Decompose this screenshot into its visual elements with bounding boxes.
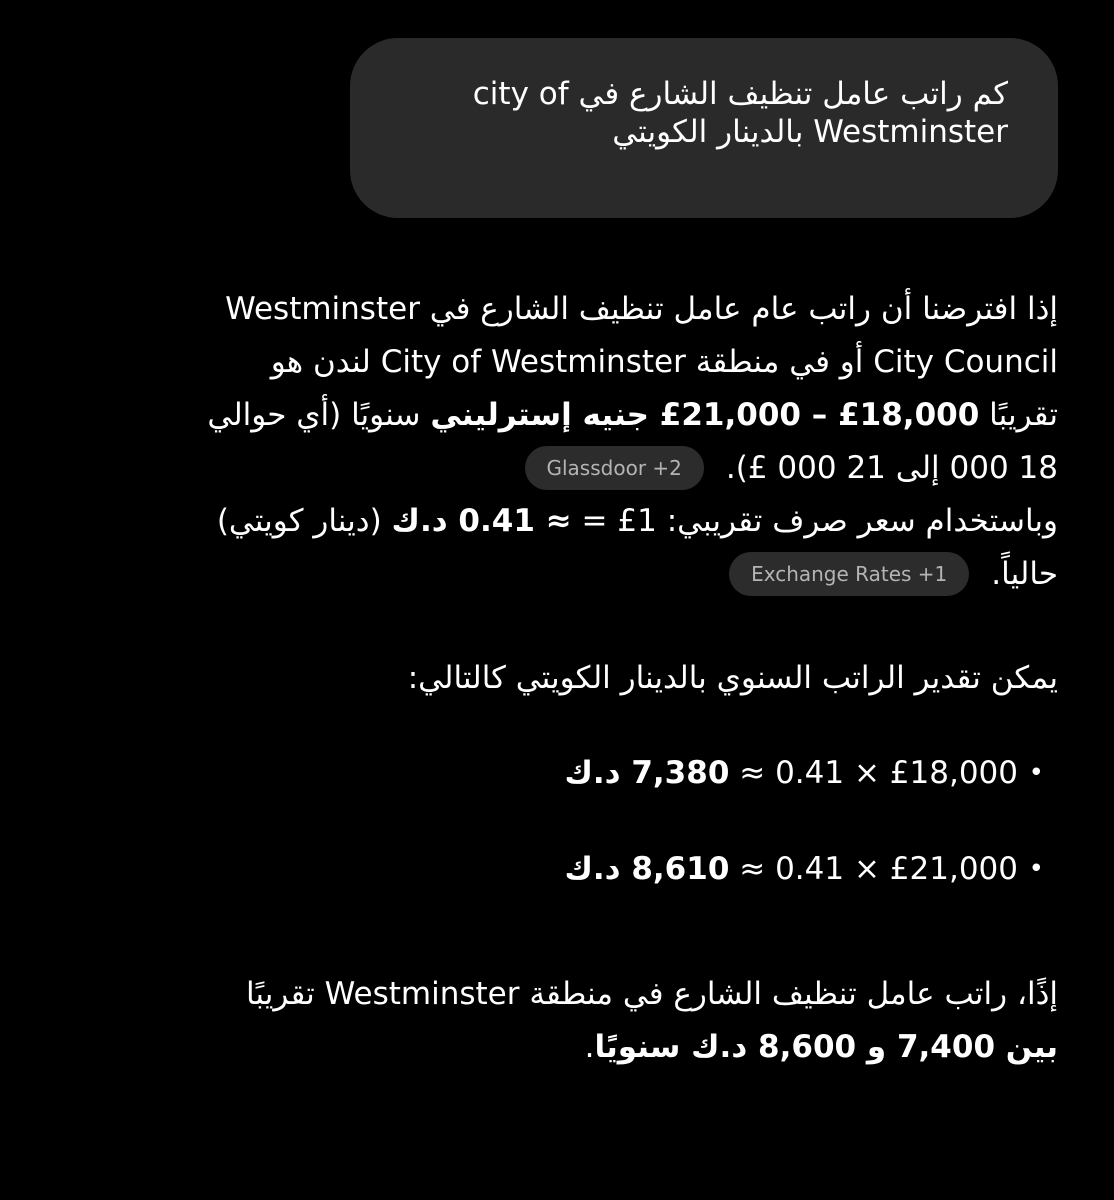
response-text: 18 000 إلى 21 000 £). [725, 450, 1058, 486]
list-item [98, 725, 1058, 821]
conversion-result: 8,610 د.ك [564, 851, 730, 887]
response-text: سنويًا (أي حوالي [207, 397, 431, 433]
conversion-formula: £21,000 × 0.41 ≈ [729, 851, 1018, 887]
response-line: إذا افترضنا أن راتب عام عامل تنظيف الشارع في Westminster [225, 291, 1058, 327]
response-line [98, 495, 1058, 548]
source-chip-exchange-rates[interactable]: Exchange Rates +1 [729, 552, 969, 596]
response-text: وباستخدام سعر صرف تقريبي: 1£ = [571, 503, 1058, 539]
exchange-rate-value: ≈ 0.41 د.ك [391, 503, 572, 539]
conversion-list [98, 725, 1058, 917]
response-line [98, 442, 1058, 495]
paragraph-conclusion [98, 968, 1058, 1074]
user-message-line: كم راتب عامل تنظيف الشارع في city of [472, 76, 1008, 112]
spacer [98, 705, 1058, 725]
response-line [98, 548, 1058, 601]
salary-range-gbp: 18,000£ – 21,000£ جنيه إسترليني [430, 397, 980, 433]
list-item [98, 821, 1058, 917]
source-chip-glassdoor[interactable]: Glassdoor +2 [525, 446, 704, 490]
assistant-response [98, 283, 1058, 1074]
paragraph-estimate-intro: يمكن تقدير الراتب السنوي بالدينار الكويتي كالتالي: [407, 660, 1058, 696]
response-line [98, 1021, 1058, 1074]
bullet-icon: • [1028, 758, 1044, 788]
response-line: City Council أو في منطقة City of Westminster لندن هو [270, 344, 1058, 380]
spacer [98, 601, 1058, 652]
user-message-bubble [350, 38, 1058, 218]
response-text: (دينار كويتي) [216, 503, 392, 539]
bullet-icon: • [1028, 854, 1044, 884]
salary-range-kwd: بين 7,400 و 8,600 د.ك سنويًا [594, 1029, 1058, 1065]
response-line [98, 389, 1058, 442]
spacer [98, 917, 1058, 968]
response-text: تقريبًا [979, 397, 1058, 433]
conversion-result: 7,380 د.ك [564, 755, 730, 791]
paragraph-exchange-rate [98, 495, 1058, 601]
response-text: حالياً. [991, 556, 1058, 592]
user-message-line: Westminster بالدينار الكويتي [612, 114, 1008, 150]
response-text: . [584, 1029, 595, 1065]
paragraph-salary-gbp [98, 283, 1058, 495]
response-line: إذًا، راتب عامل تنظيف الشارع في منطقة Westminster تقريبًا [245, 976, 1058, 1012]
conversion-formula: £18,000 × 0.41 ≈ [729, 755, 1018, 791]
